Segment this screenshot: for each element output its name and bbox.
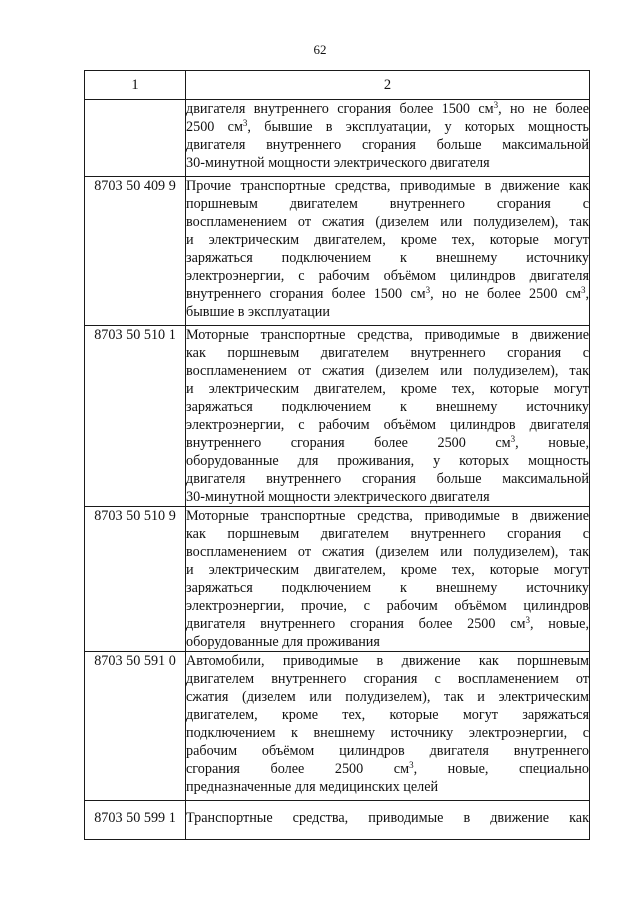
description-line: предназначенные для медицинских целей — [186, 779, 439, 795]
description-line: двигателя внутреннего сгорания более 1500 $см^3$, но не более — [186, 100, 589, 117]
table-row — [85, 326, 590, 507]
row-description — [186, 801, 590, 840]
superscript-three: 3 — [242, 118, 248, 128]
description-line: Прочие транспортные средства, приводимые в движение как — [186, 178, 589, 194]
description-line: и электрическим двигателем, кроме тех, которые могут — [186, 232, 589, 248]
row-code — [85, 100, 186, 177]
row-code: 8703 50 409 9 — [85, 177, 186, 326]
description-line: заряжаться подключением к внешнему источнику — [186, 399, 589, 415]
description-line: двигателем внутреннего сгорания с воспламенением от — [186, 671, 589, 687]
description-line: бывшие в эксплуатации — [186, 304, 330, 320]
row-description — [186, 177, 590, 326]
description-line: электроэнергии, с рабочим объёмом цилиндров двигателя — [186, 417, 589, 433]
description-line: 30-минутной мощности электрического двигателя — [186, 489, 490, 505]
description-line: воспламенением от сжатия (дизелем или полудизелем), так — [186, 363, 589, 379]
superscript-three: 3 — [525, 615, 530, 625]
superscript-three: 3 — [580, 285, 586, 295]
description-line: подключением к внешнему источнику электроэнергии, с — [186, 725, 589, 741]
description-line: и электрическим двигателем, кроме тех, которые могут — [186, 562, 589, 578]
description-line: как поршневым двигателем внутреннего сгорания с — [186, 526, 589, 542]
description-line: оборудованные для проживания, у которых мощность — [186, 453, 589, 469]
table-header-row — [85, 71, 590, 100]
description-line: двигателя внутреннего сгорания больше максимальной — [186, 471, 589, 487]
description-line: как поршневым двигателем внутреннего сгорания с — [186, 345, 589, 361]
row-code: 8703 50 510 1 — [85, 326, 186, 507]
superscript-three: 3 — [425, 285, 431, 295]
description-line: заряжаться подключением к внешнему источнику — [186, 250, 589, 266]
description-line: Моторные транспортные средства, приводимые в движение — [186, 327, 589, 343]
description-line: Транспортные средства, приводимые в движение как — [186, 810, 589, 826]
description-line: рабочим объёмом цилиндров двигателя внутреннего — [186, 743, 589, 759]
description-line: внутреннего сгорания более 2500 $см^3$, новые, — [186, 434, 589, 451]
row-code: 8703 50 591 0 — [85, 652, 186, 801]
description-line: электроэнергии, прочие, с рабочим объёмом цилиндров — [186, 598, 589, 614]
description-line: воспламенением от сжатия (дизелем или полудизелем), так — [186, 544, 589, 560]
row-description — [186, 652, 590, 801]
description-line: сгорания более 2500 $см^3$, новые, специально — [186, 760, 589, 777]
description-line: электроэнергии, с рабочим объёмом цилиндров двигателя — [186, 268, 589, 284]
description-line: Моторные транспортные средства, приводимые в движение — [186, 508, 589, 524]
page-number: 62 — [313, 42, 327, 57]
description-line: 2500 $см^3$, бывшие в эксплуатации, у которых мощность — [186, 118, 589, 135]
superscript-three: 3 — [493, 100, 499, 110]
row-code: 8703 50 599 1 — [85, 801, 186, 840]
tariff-table — [84, 70, 590, 840]
column-header-code: 1 — [85, 71, 186, 100]
table-row — [85, 652, 590, 801]
description-line: воспламенением от сжатия (дизелем или полудизелем), так — [186, 214, 589, 230]
description-line: двигателя внутреннего сгорания более 2500 $см^3$, новые, — [186, 615, 589, 632]
column-header-description: 2 — [186, 71, 590, 100]
description-line: заряжаться подключением к внешнему источнику — [186, 580, 589, 596]
description-line: поршневым двигателем внутреннего сгорания с — [186, 196, 589, 212]
description-line: оборудованные для проживания — [186, 634, 380, 650]
superscript-three: 3 — [409, 760, 414, 770]
description-line: Автомобили, приводимые в движение как поршневым — [186, 653, 589, 669]
description-line: двигателем, кроме тех, которые могут заряжаться — [186, 707, 589, 723]
row-description — [186, 507, 590, 652]
row-description — [186, 326, 590, 507]
table-row — [85, 177, 590, 326]
table-row — [85, 507, 590, 652]
superscript-three: 3 — [510, 434, 516, 444]
row-description — [186, 100, 590, 177]
description-line: внутреннего сгорания более 1500 $см^3$, но не более 2500 $см^3$, — [186, 285, 589, 302]
description-line: сжатия (дизелем или полудизелем), так и электрическим — [186, 689, 589, 705]
table-row — [85, 100, 590, 177]
row-code: 8703 50 510 9 — [85, 507, 186, 652]
table-row — [85, 801, 590, 840]
description-line: двигателя внутреннего сгорания больше максимальной — [186, 137, 589, 153]
description-line: и электрическим двигателем, кроме тех, которые могут — [186, 381, 589, 397]
description-line: 30-минутной мощности электрического двигателя — [186, 155, 490, 171]
